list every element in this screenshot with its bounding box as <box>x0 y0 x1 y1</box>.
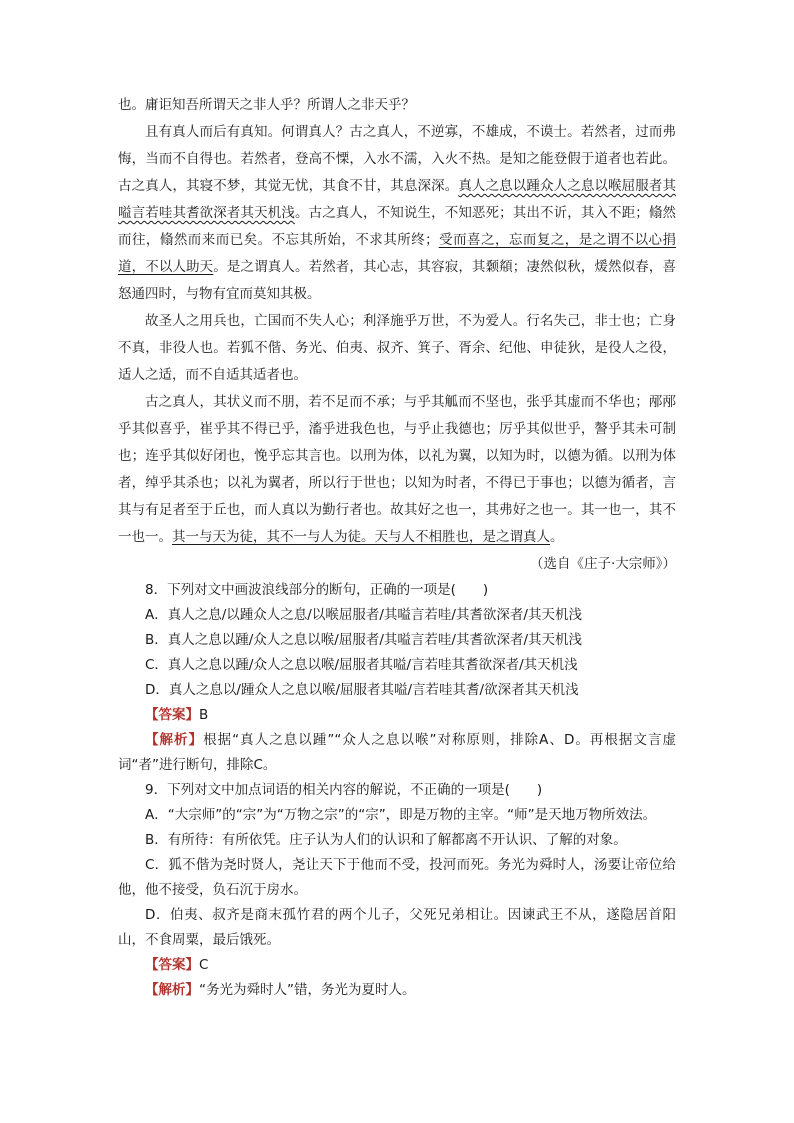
answer-tag: 【答案】 <box>145 707 199 723</box>
question-9 <box>118 778 676 1003</box>
option-c: C．狐不偕为尧时贤人，尧让天下于他而不受，投河而死。务光为舜时人，汤要让帝位给他，他不接受，负石沉于房水。 <box>118 857 676 898</box>
underlined-text: 受而喜之，忘而复之，是之谓不以心捐道，不以人助天 <box>118 232 677 275</box>
passage-paragraph-0 <box>118 92 676 119</box>
answer-value: B <box>199 707 209 723</box>
passage-text: 且有真人而后有真知。何谓真人？古之真人，不逆寡，不雄成，不谟士。若然者，过而弗悔，当而不自得也。若然者，登高不慄，入水不濡，入火不热。是知之能登假于道者也若此。古之真人，其寝不梦，其觉无忧，其食不甘，其息深深。 <box>118 124 676 194</box>
passage-text: 也。庸讵知吾所谓天之非人乎？所谓人之非天乎？ <box>118 97 415 113</box>
analysis-tag: 【解析】 <box>145 982 199 998</box>
wavy-underlined-text: 真人之息以踵众人之息以喉屈服者其嗌言若哇其耆欲深者其天机浅 <box>118 178 676 221</box>
option-d: D．伯夷、叔齐是商末孤竹君的两个儿子，父死兄弟相让。因谏武王不从，遂隐居首阳山，不食周粟，最后饿死。 <box>118 907 676 948</box>
question-8 <box>118 578 676 778</box>
analysis-tag: 【解析】 <box>145 732 204 748</box>
underlined-text: 其一与天为徒，其不一与人为徒。天与人不相胜也，是之谓真人 <box>172 529 550 545</box>
answer-line <box>118 703 676 728</box>
option-d: D．真人之息以/踵众人之息以喉/屈服者其嗌/言若哇其耆/欲深者其天机浅 <box>145 682 579 698</box>
option-a: A．“大宗师”的“宗”为“万物之宗”的“宗”，即是万物的主宰。“师”是天地万物所效法。 <box>145 807 657 823</box>
passage-source: （选自《庄子·大宗师》） <box>529 556 676 572</box>
worksheet-content <box>118 92 676 1003</box>
analysis-text: “务光为舜时人”错，务光为夏时人。 <box>199 982 416 998</box>
passage-text: 故圣人之用兵也，亡国而不失人心；利泽施乎万世，不为爱人。行名失己，非士也；亡身不真，非役人也。若狐不偕、务光、伯夷、叔齐、箕子、胥余、纪他、申徒狄，是役人之役，适人之适，而不自适其适者也。 <box>118 313 676 383</box>
question-stem: 9．下列对文中加点词语的相关内容的解说，不正确的一项是( ) <box>145 782 543 798</box>
option-c: C．真人之息以踵/众人之息以喉/屈服者其嗌/言若哇其耆欲深者/其天机浅 <box>145 657 578 673</box>
passage-text: 。古之真人，不知说生，不知恶死；其出不䜣，其入不距；翛然而往，翛然而来而已矣。不忘其所始，不求其所终； <box>118 205 677 248</box>
analysis-text: 根据“真人之息以踵”“众人之息以喉”对称原则，排除A、D。再根据文言虚词“者”进行断句，排除C。 <box>118 732 677 773</box>
answer-value: C <box>199 957 209 973</box>
question-stem: 8．下列对文中画波浪线部分的断句，正确的一项是( ) <box>145 582 489 598</box>
option-b: B．有所待：有所依凭。庄子认为人们的认识和了解都离不开认识、了解的对象。 <box>145 832 627 848</box>
passage-text: 。是之谓真人。若然者，其心志，其容寂，其颡頯；凄然似秋，煖然似春，喜怒通四时，与物有宜而莫知其极。 <box>118 259 677 302</box>
passage-paragraph-3 <box>118 389 676 551</box>
option-b: B．真人之息以踵/众人之息以喉/屈服者/其嗌言若哇/其耆欲深者/其天机浅 <box>145 632 583 648</box>
answer-line <box>118 953 676 978</box>
option-a: A．真人之息/以踵众人之息/以喉屈服者/其嗌言若哇/其耆欲深者/其天机浅 <box>145 607 582 623</box>
answer-tag: 【答案】 <box>145 957 199 973</box>
analysis-line <box>118 978 676 1003</box>
passage-text: 。 <box>550 529 564 545</box>
passage-paragraph-2 <box>118 308 676 389</box>
passage-paragraph-1 <box>118 119 676 308</box>
analysis-line <box>118 728 676 778</box>
passage-text: 古之真人，其状义而不朋，若不足而不承；与乎其觚而不坚也，张乎其虚而不华也；邴邴乎其似喜乎，崔乎其不得已乎，滀乎进我色也，与乎止我德也；厉乎其似世乎，謷乎其未可制也；连乎其似好闭也，悗乎忘其言也。以刑为体，以礼为翼，以知为时，以德为循。以刑为体者，绰乎其杀也；以礼为翼者，所以行于世也；以知为时者，不得已于事也；以德为循者，言其与有足者至于丘也，而人真以为勤行者也。故其好之也一，其弗好之也一。其一也一，其不一也一。 <box>118 394 676 545</box>
